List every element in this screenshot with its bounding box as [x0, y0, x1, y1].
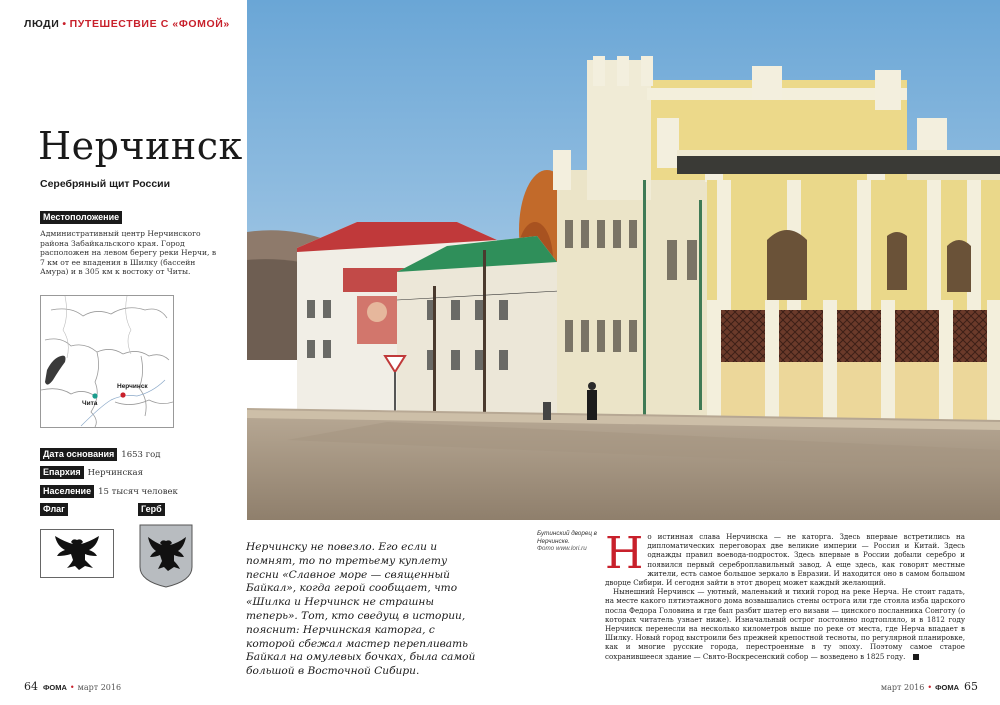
article-paragraph-2: [605, 587, 965, 661]
map-label-chita: Чита: [82, 400, 98, 407]
butin-palace-photo: [247, 0, 1000, 520]
page-number-right: 65: [964, 680, 978, 693]
nerchinsk-marker: [120, 392, 125, 397]
article-paragraph-1: [605, 528, 965, 588]
magazine-name-right: ФОМА: [935, 683, 959, 692]
city-flag: [40, 529, 114, 578]
map-graphic: [41, 296, 173, 427]
city-title: Нерчинск: [38, 124, 243, 168]
coat-of-arms-icon: [138, 523, 194, 589]
founded-value: 1653 год: [121, 450, 161, 460]
coat-of-arms: [138, 523, 194, 589]
main-photo: [247, 0, 1000, 520]
caption-text: Бутинский дворец в Нерчинске.: [537, 530, 597, 545]
end-mark-icon: [913, 654, 919, 660]
subsection-name: ПУТЕШЕСТВИЕ С «ФОМОЙ»: [69, 18, 230, 30]
folio-dot-right: •: [927, 683, 933, 692]
paragraph-2-text: Нынешний Нерчинск — уютный, маленький и тихий город на реке Нерча. Не стоит гадать, на месте какого пятиэтажного дома возвышались стены острога или где стояла изба царского посла Федора Головина и где был разбит шатер его визави — цинского посланника Сонготу (о которых читатель узнает ниже). Изначальный острог постоянно подтопляло, и в 1812 году Нерчинск перенесли на несколько километров выше по реке от места, где Нерча впадает в Шилку. Новый город выстроили без прежней крепостной тесноты, по регулярной планировке, как и многие русские города, перестроенные в ту эпоху. Поэтому самое старое сохранившееся здание — Свято-Воскресенский собор — возведено в 1825 году.: [605, 587, 965, 661]
fact-founded: [40, 448, 160, 461]
section-separator: •: [62, 18, 67, 30]
location-map: [40, 295, 174, 428]
city-subtitle: Серебряный щит России: [40, 178, 171, 190]
folio-right: [881, 680, 978, 693]
coat-label: Герб: [138, 503, 165, 516]
article-body: [605, 528, 965, 661]
info-column: [0, 0, 246, 520]
section-label: [24, 18, 230, 30]
paragraph-1-text: о истинная слава Нерчинска — не каторга. Здесь впервые встретились на дипломатических переговорах две великие империи — Россия и Китай. Здесь однажды правил воевода-подросток. Здесь впервые в России добыли серебро и появился первый сереброплавильный завод. А еще здесь, как говорят местные жители, есть самое большое зеркало в Евразии. И находится оно в самом большом дворце Сибири. И сегодня зайти в этот дворец может каждый желающий.: [605, 532, 965, 588]
chita-marker: [92, 393, 97, 398]
fact-diocese: [40, 466, 143, 479]
page-number-left: 64: [24, 680, 38, 693]
eagle-flag-icon: [41, 530, 113, 577]
photo-credit: Фото www.lori.ru: [537, 545, 587, 553]
flag-label: Флаг: [40, 503, 68, 516]
population-value: 15 тысяч человек: [98, 487, 178, 497]
magazine-name-left: ФОМА: [43, 683, 67, 692]
folio-dot-left: •: [69, 683, 75, 692]
issue-left: март 2016: [77, 683, 122, 692]
location-label: Местоположение: [40, 211, 122, 224]
diocese-value: Нерчинская: [87, 468, 143, 478]
location-text: Административный центр Нерчинского района Забайкальского края. Город расположен на левом берегу реки Нерчи, в 7 км от ее впадения в Шилку (бассейн Амура) и в 305 км к востоку от Читы.: [40, 229, 217, 277]
founded-label: Дата основания: [40, 448, 117, 461]
folio-left: [24, 680, 121, 693]
fact-population: [40, 485, 178, 498]
map-label-nerchinsk: Нерчинск: [117, 383, 148, 390]
diocese-label: Епархия: [40, 466, 84, 479]
issue-right: март 2016: [880, 683, 925, 692]
dropcap: Н: [605, 528, 644, 579]
population-label: Население: [40, 485, 94, 498]
lead-quote: Нерчинску не повезло. Его если и помнят, то по третьему куплету песни «Славное море — священный Байкал», когда герой сообщает, что «Шилка и Нерчинск не страшны теперь». Тот, кто сведущ в истории, пояснит: Нерчинская каторга, с которой сбежал мастер перепливать Байкал на омулевых бочках, была самой большой в Восточной Сибири.: [246, 541, 476, 678]
section-name: ЛЮДИ: [24, 18, 60, 30]
